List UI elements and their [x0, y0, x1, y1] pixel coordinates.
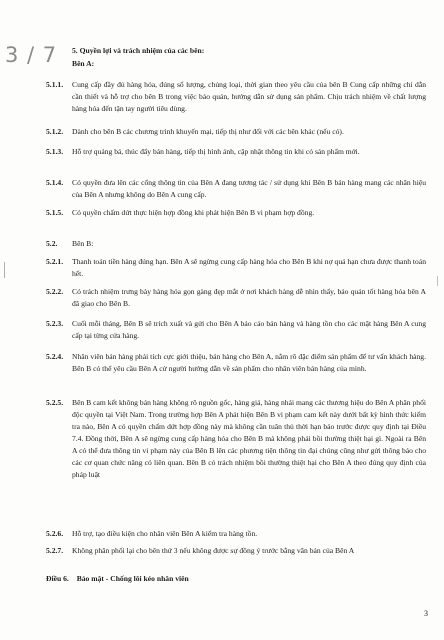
clause-text: Dành cho bên B các chương trình khuyến mại, tiếp thị như đối với các bên khác (nếu có). — [72, 127, 344, 136]
section-number: 5.2. — [46, 239, 58, 248]
party-b-label: Bên B: — [72, 239, 94, 248]
clause-text: Bên B cam kết không bán hàng không rõ nguồn gốc, hàng giả, hàng nhái mang các thương hiệu do Bên A phân phối độc quyền tại Việt Nam. Trong trường hợp Bên A phát hiện Bên B vi phạm cam kết này dưới bất kỳ hình thức kiểm tra nào, Bên A có quyền chấm dứt hợp đồng này mà không cần tuân thủ thời hạn báo trước được quy định tại Điều 7.4. Đồng thời, Bên A sẽ ngừng cung cấp hàng hóa cho Bên B mà không phải bồi thường thiệt hại gì. Ngoài ra Bên A có thể đưa thông tin vi phạm này của Bên B lên các phương tiện thông tin đại chúng cũng như gửi thông báo cho các cơ quan chức năng có liên quan. Bên B có trách nhiệm bồi thường thiệt hại cho Bên A theo đúng quy định của pháp luật — [72, 398, 426, 479]
clause-number: 5.2.7. — [46, 546, 64, 555]
clause-text: Thanh toán tiền hàng đúng hạn. Bên A sẽ ngừng cung cấp hàng hóa cho Bên B khi nợ quá hạn chưa được thanh toán hết. — [72, 257, 426, 278]
page-number: 3 — [424, 609, 428, 618]
clause-text: Cung cấp đầy đủ hàng hóa, đúng số lượng, chủng loại, thời gian theo yêu cầu của bên B Cung cấp những chỉ dẫn cần thiết và hỗ trợ cho bên B trong việc bảo quản, hướng dẫn sử dụng sản phẩm. Chịu trách nhiệm về chất lượng hàng hóa đến tận tay người tiêu dùng. — [72, 80, 426, 113]
article-title: Bảo mật - Chống lôi kéo nhân viên — [76, 574, 189, 583]
clause-5-1-4 — [46, 177, 426, 201]
clause-number: 5.2.3. — [46, 319, 64, 328]
article-number: Điều 6. — [46, 574, 69, 583]
clause-5-1-1 — [46, 79, 426, 115]
clause-5-1-2 — [46, 126, 426, 138]
clause-5-2-1 — [46, 256, 426, 280]
article-heading — [46, 573, 189, 585]
clause-text: Có trách nhiệm trưng bày hàng hóa gọn gàng đẹp mắt ở nơi khách hàng dễ nhìn thấy, bảo quản tốt hàng hóa bên A đã giao cho Bên B. — [72, 287, 426, 308]
clause-5-2-3 — [46, 318, 426, 342]
clause-number: 5.1.2. — [46, 127, 64, 136]
clause-number: 5.2.6. — [46, 529, 64, 538]
page-stamp: 3 / 7 — [5, 43, 58, 67]
clause-number: 5.1.3. — [46, 147, 64, 156]
clause-text: Cuối mỗi tháng, Bên B sẽ trích xuất và gửi cho Bên A báo cáo bán hàng và hàng tồn cho các mặt hàng Bên A cung cấp tại từng cửa hàng. — [72, 319, 426, 340]
clause-5-2-7 — [46, 545, 426, 557]
clause-5-1-5 — [46, 207, 426, 219]
clause-text: Không phân phối lại cho bên thứ 3 nếu không được sự đồng ý trước bằng văn bản của Bên A — [72, 546, 355, 555]
clause-5-2-5 — [46, 397, 426, 481]
clause-number: 5.2.2. — [46, 287, 64, 296]
clause-5-1-3 — [46, 146, 426, 158]
clause-text: Hỗ trợ, tạo điều kiện cho nhân viên Bên A kiểm tra hàng tồn. — [72, 529, 258, 538]
clause-number: 5.2.5. — [46, 398, 64, 407]
scan-mark — [4, 262, 5, 278]
clause-number: 5.1.5. — [46, 208, 64, 217]
clause-number: 5.2.4. — [46, 352, 64, 361]
clause-text: Có quyền đưa lên các cổng thông tin của Bên A đang tương tác / sử dụng khi Bên B bán hàng mang các nhãn hiệu của Bên A nhưng không do Bên A cung cấp. — [72, 178, 426, 199]
section-title: 5. Quyền lợi và trách nhiệm của các bên: — [72, 46, 205, 55]
party-b-heading — [46, 238, 426, 250]
clause-5-2-4 — [46, 351, 426, 375]
clause-text: Nhân viên bán hàng phải tích cực giới thiệu, bán hàng cho Bên A, nắm rõ đặc điểm sản phẩm để tư vấn khách hàng. Bên B có thể yêu cầu Bên A cử người hướng dẫn về sản phẩm cho nhân viên bán hàng của mình. — [72, 352, 426, 373]
clause-text: Hỗ trợ quảng bá, thúc đẩy bán hàng, tiếp thị hình ảnh, cập nhật thông tin khi có sản phẩm mới. — [72, 147, 360, 156]
clause-number: 5.2.1. — [46, 257, 64, 266]
clause-number: 5.1.1. — [46, 80, 64, 89]
clause-text: Có quyền chấm dứt thực hiện hợp đồng khi phát hiện Bên B vi phạm hợp đồng. — [72, 208, 315, 217]
clause-5-2-6 — [46, 528, 426, 540]
scan-mark — [437, 276, 438, 286]
clause-5-2-2 — [46, 286, 426, 310]
clause-number: 5.1.4. — [46, 178, 64, 187]
party-a-heading: Bên A: — [72, 59, 95, 68]
